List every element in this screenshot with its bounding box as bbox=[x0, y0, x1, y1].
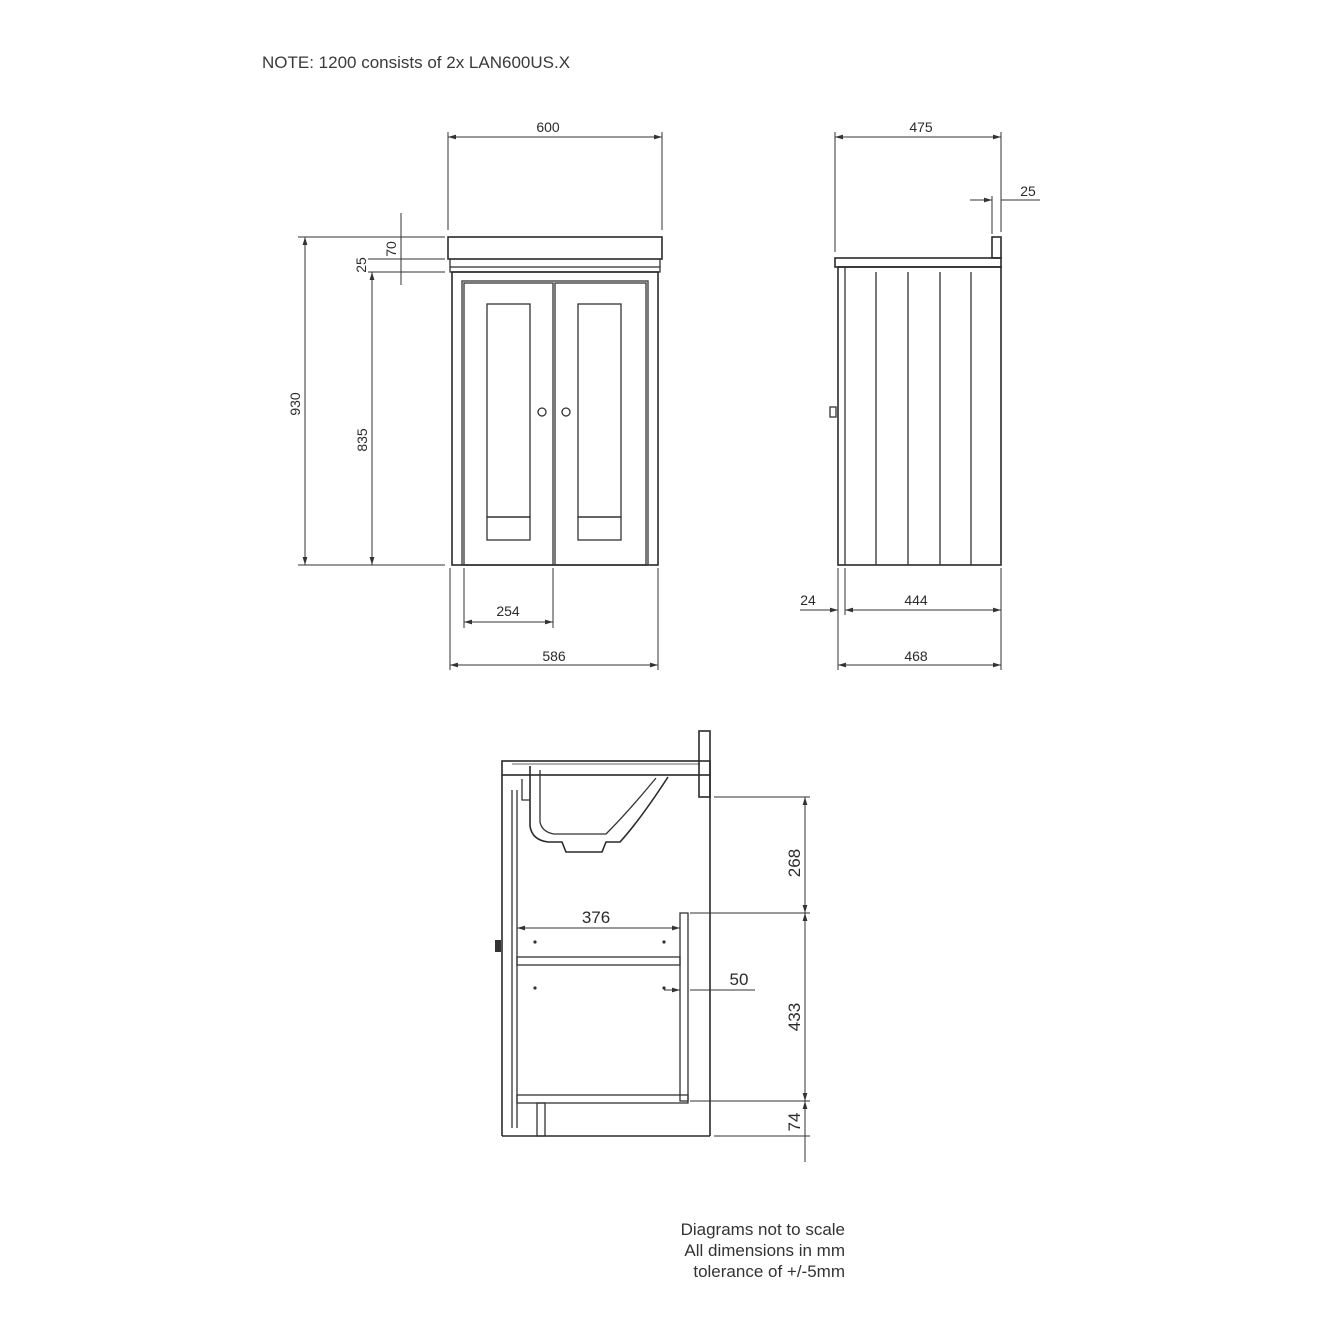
section-view bbox=[495, 731, 810, 1162]
dim-600: 600 bbox=[536, 119, 560, 135]
section-upstand bbox=[699, 731, 710, 797]
footnote-scale: Diagrams not to scale bbox=[680, 1220, 845, 1239]
front-view bbox=[287, 119, 662, 670]
left-door bbox=[464, 283, 553, 565]
dim-444: 444 bbox=[904, 592, 928, 608]
dim-268: 268 bbox=[785, 848, 804, 878]
dim-74: 74 bbox=[785, 1112, 804, 1132]
dim-24: 24 bbox=[800, 592, 816, 608]
side-countertop bbox=[835, 258, 1001, 267]
front-countertop bbox=[448, 237, 662, 259]
side-body bbox=[838, 267, 1001, 565]
side-upstand bbox=[992, 237, 1001, 258]
dim-433: 433 bbox=[785, 1002, 804, 1032]
footnotes bbox=[681, 1219, 845, 1282]
dim-50: 50 bbox=[729, 970, 749, 989]
dim-25-upstand: 25 bbox=[1020, 183, 1036, 199]
dim-70: 70 bbox=[383, 241, 399, 257]
note-text: NOTE: 1200 consists of 2x LAN600US.X bbox=[262, 53, 571, 72]
dim-586: 586 bbox=[542, 648, 566, 664]
section-back-panel bbox=[680, 913, 688, 1101]
section-countertop bbox=[502, 761, 710, 775]
side-knob-icon bbox=[830, 407, 836, 417]
section-knob-icon bbox=[495, 940, 501, 952]
section-base bbox=[517, 1095, 688, 1103]
left-knob-icon bbox=[538, 408, 546, 416]
right-door-panel bbox=[578, 304, 621, 517]
section-plinth bbox=[537, 1103, 545, 1136]
right-knob-icon bbox=[562, 408, 570, 416]
dim-930: 930 bbox=[287, 392, 303, 416]
side-view bbox=[800, 119, 1040, 670]
dim-475: 475 bbox=[909, 119, 933, 135]
dim-835: 835 bbox=[354, 428, 370, 452]
dim-376: 376 bbox=[581, 908, 611, 927]
left-door-rail bbox=[487, 517, 530, 540]
right-door-rail bbox=[578, 517, 621, 540]
section-basin bbox=[530, 766, 668, 852]
left-door-panel bbox=[487, 304, 530, 517]
footnote-tolerance: tolerance of +/-5mm bbox=[693, 1262, 845, 1281]
dim-468: 468 bbox=[904, 648, 928, 664]
footnote-units: All dimensions in mm bbox=[684, 1241, 845, 1260]
dim-254: 254 bbox=[496, 603, 520, 619]
dim-25: 25 bbox=[353, 257, 369, 273]
section-shelf bbox=[517, 957, 680, 965]
right-door bbox=[555, 283, 646, 565]
